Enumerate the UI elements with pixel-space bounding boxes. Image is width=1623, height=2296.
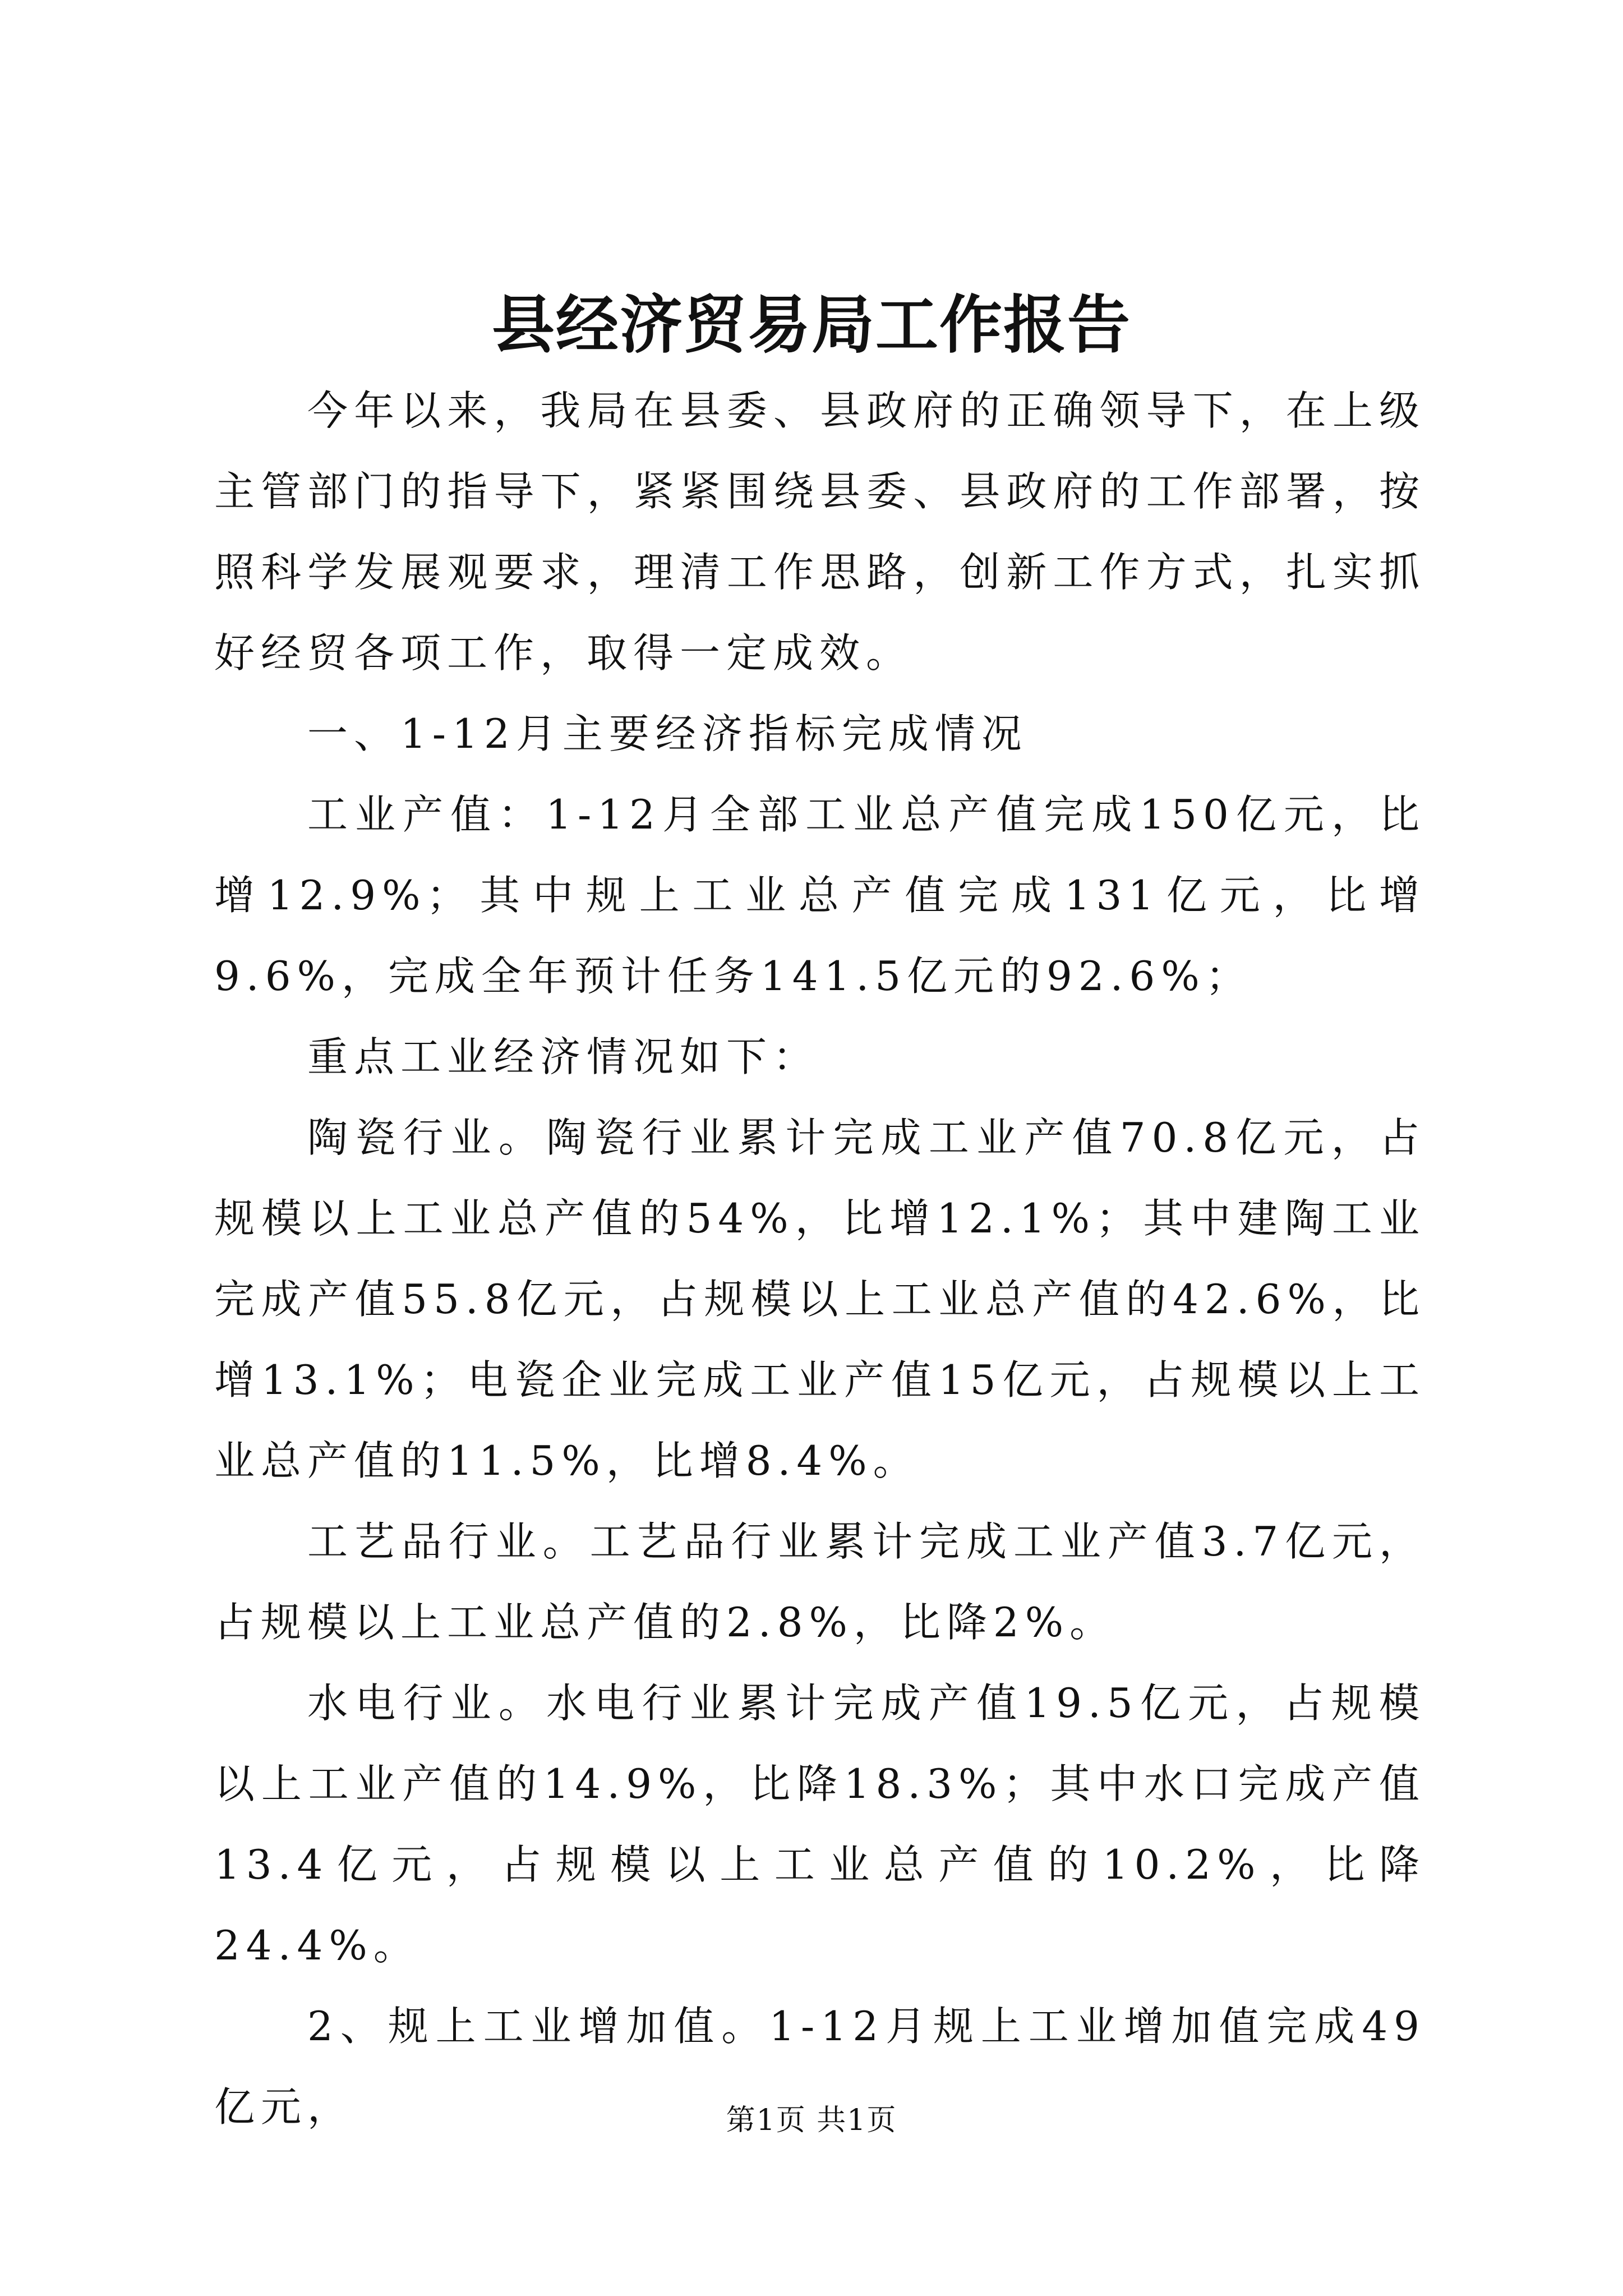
paragraph-crafts: 工艺品行业。工艺品行业累计完成工业产值3.7亿元，占规模以上工业总产值的2.8%，比降2%。: [214, 1518, 1426, 1646]
paragraph-intro: 今年以来，我局在县委、县政府的正确领导下，在上级主管部门的指导下，紧紧围绕县委、县政府的工作部署，按照科学发展观要求，理清工作思路，创新工作方式，扎实抓好经贸各项工作，取得一定成效。: [214, 387, 1426, 677]
paragraph-section-heading: 一、1-12月主要经济指标完成情况: [307, 710, 1028, 757]
paragraph-industrial-output: 工业产值：1-12月全部工业总产值完成150亿元，比增12.9%；其中规上工业总产值完成131亿元，比增9.6%，完成全年预计任务141.5亿元的92.6%；: [214, 791, 1426, 1000]
paragraph-key-industries-intro: 重点工业经济情况如下：: [307, 1033, 820, 1080]
document-title: 县经济贸易局工作报告: [492, 288, 1131, 362]
page-footer: 第1页 共1页: [726, 2104, 897, 2137]
paragraph-hydropower: 水电行业。水电行业累计完成产值19.5亿元，占规模以上工业产值的14.9%，比降18.3%；其中水口完成产值13.4亿元，占规模以上工业总产值的10.2%，比降24.4%。: [214, 1680, 1426, 1969]
paragraph-value-added: 2、规上工业增加值。1-12月规上工业增加值完成49亿元，: [214, 2003, 1426, 2131]
paragraph-ceramics: 陶瓷行业。陶瓷行业累计完成工业产值70.8亿元，占规模以上工业总产值的54%，比增12.1%；其中建陶工业完成产值55.8亿元，占规模以上工业总产值的42.6%，比增13.1%；电瓷企业完成工业产值15亿元，占规模以上工业总产值的11.5%，比增8.4%。: [214, 1114, 1426, 1484]
document-body: [214, 370, 1426, 2147]
